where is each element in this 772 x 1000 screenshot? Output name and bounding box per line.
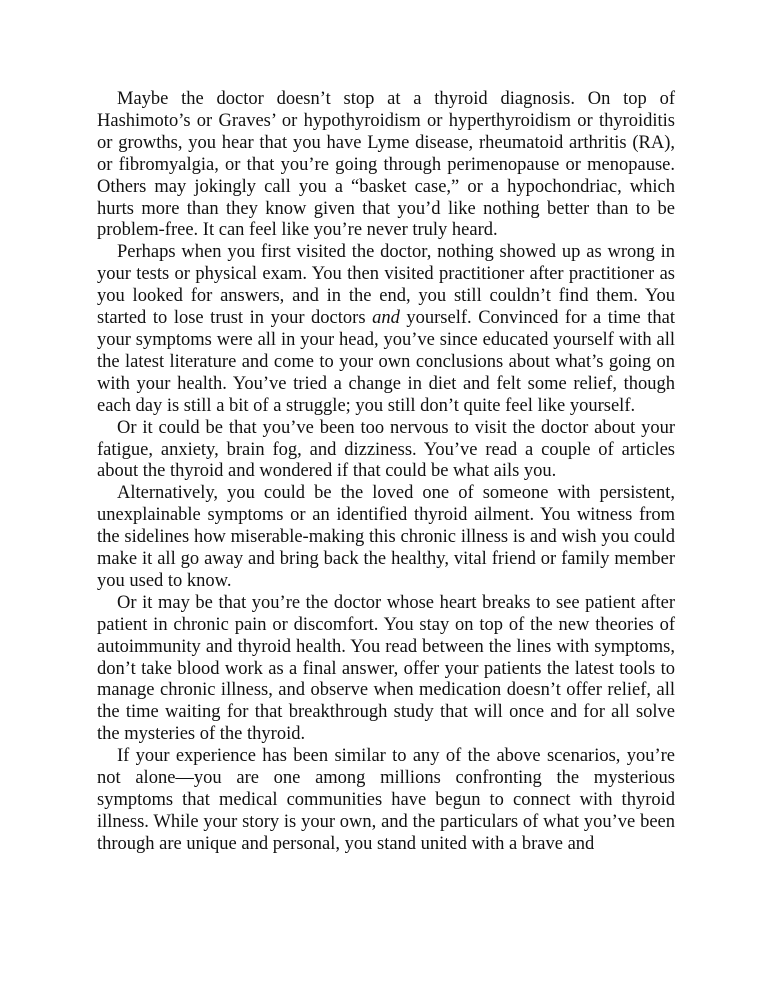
paragraph-text: Maybe the doctor doesn’t stop at a thyroid diagnosis. On top of Hashimoto’s or Graves’ or hypothyroidism or hyperthyroidism or thyroiditis or growths, you hear that you have Lyme disease, rheumatoid arthritis (RA), or fibromyalgia, or that you’re going through perimenopause or menopause. Others may jokingly call you a “basket case,” or a hypochondriac, which hurts more than they know given that you’d like nothing better than to be problem-free. It can feel like you’re never truly heard.: [97, 89, 675, 241]
paragraph-6: [97, 746, 675, 856]
paragraph-text: Alternatively, you could be the loved one of someone with persistent, unexplainable symptoms or an identified thyroid ailment. You witness from the sidelines how miserable-making this chronic illness is and wish you could make it all go away and bring back the healthy, vital friend or family member you used to know.: [97, 483, 675, 591]
paragraph-4: [97, 483, 675, 593]
emphasized-word: and: [372, 308, 400, 329]
page-body: [97, 89, 675, 856]
paragraph-text: Or it may be that you’re the doctor whose heart breaks to see patient after patient in chronic pain or discomfort. You stay on top of the new theories of autoimmunity and thyroid health. You read between the lines with symptoms, don’t take blood work as a final answer, offer your patients the latest tools to manage chronic illness, and observe when medication doesn’t offer relief, all the time waiting for that breakthrough study that will once and for all solve the mysteries of the thyroid.: [97, 592, 675, 745]
paragraph-text: Or it could be that you’ve been too nervous to visit the doctor about your fatigue, anxiety, brain fog, and dizziness. You’ve read a couple of articles about the thyroid and wondered if that could be what ails you.: [97, 417, 675, 482]
paragraph-1: [97, 89, 675, 242]
paragraph-text: Perhaps when you first visited the doctor, nothing showed up as wrong in your tests or physical exam. You then visited practitioner after practitioner as you looked for answers, and in the end, you still couldn’t find them. You started to lose trust in your doctors: [97, 242, 675, 329]
paragraph-text: If your experience has been similar to any of the above scenarios, you’re not alone—you are one among millions confronting the mysterious symptoms that medical communities have begun to connect with thyroid illness. While your story is your own, and the particulars of what you’ve been through are unique and personal, you stand united with a brave and: [97, 746, 675, 854]
paragraph-3: [97, 418, 675, 484]
paragraph-text: yourself. Convinced for a time that your symptoms were all in your head, you’ve since educated yourself with all the latest literature and come to your own conclusions about what’s going on with your health. You’ve tried a change in diet and felt some relief, though each day is still a bit of a struggle; you still don’t quite feel like yourself.: [97, 308, 675, 416]
paragraph-5: [97, 593, 675, 746]
paragraph-2: [97, 242, 675, 417]
